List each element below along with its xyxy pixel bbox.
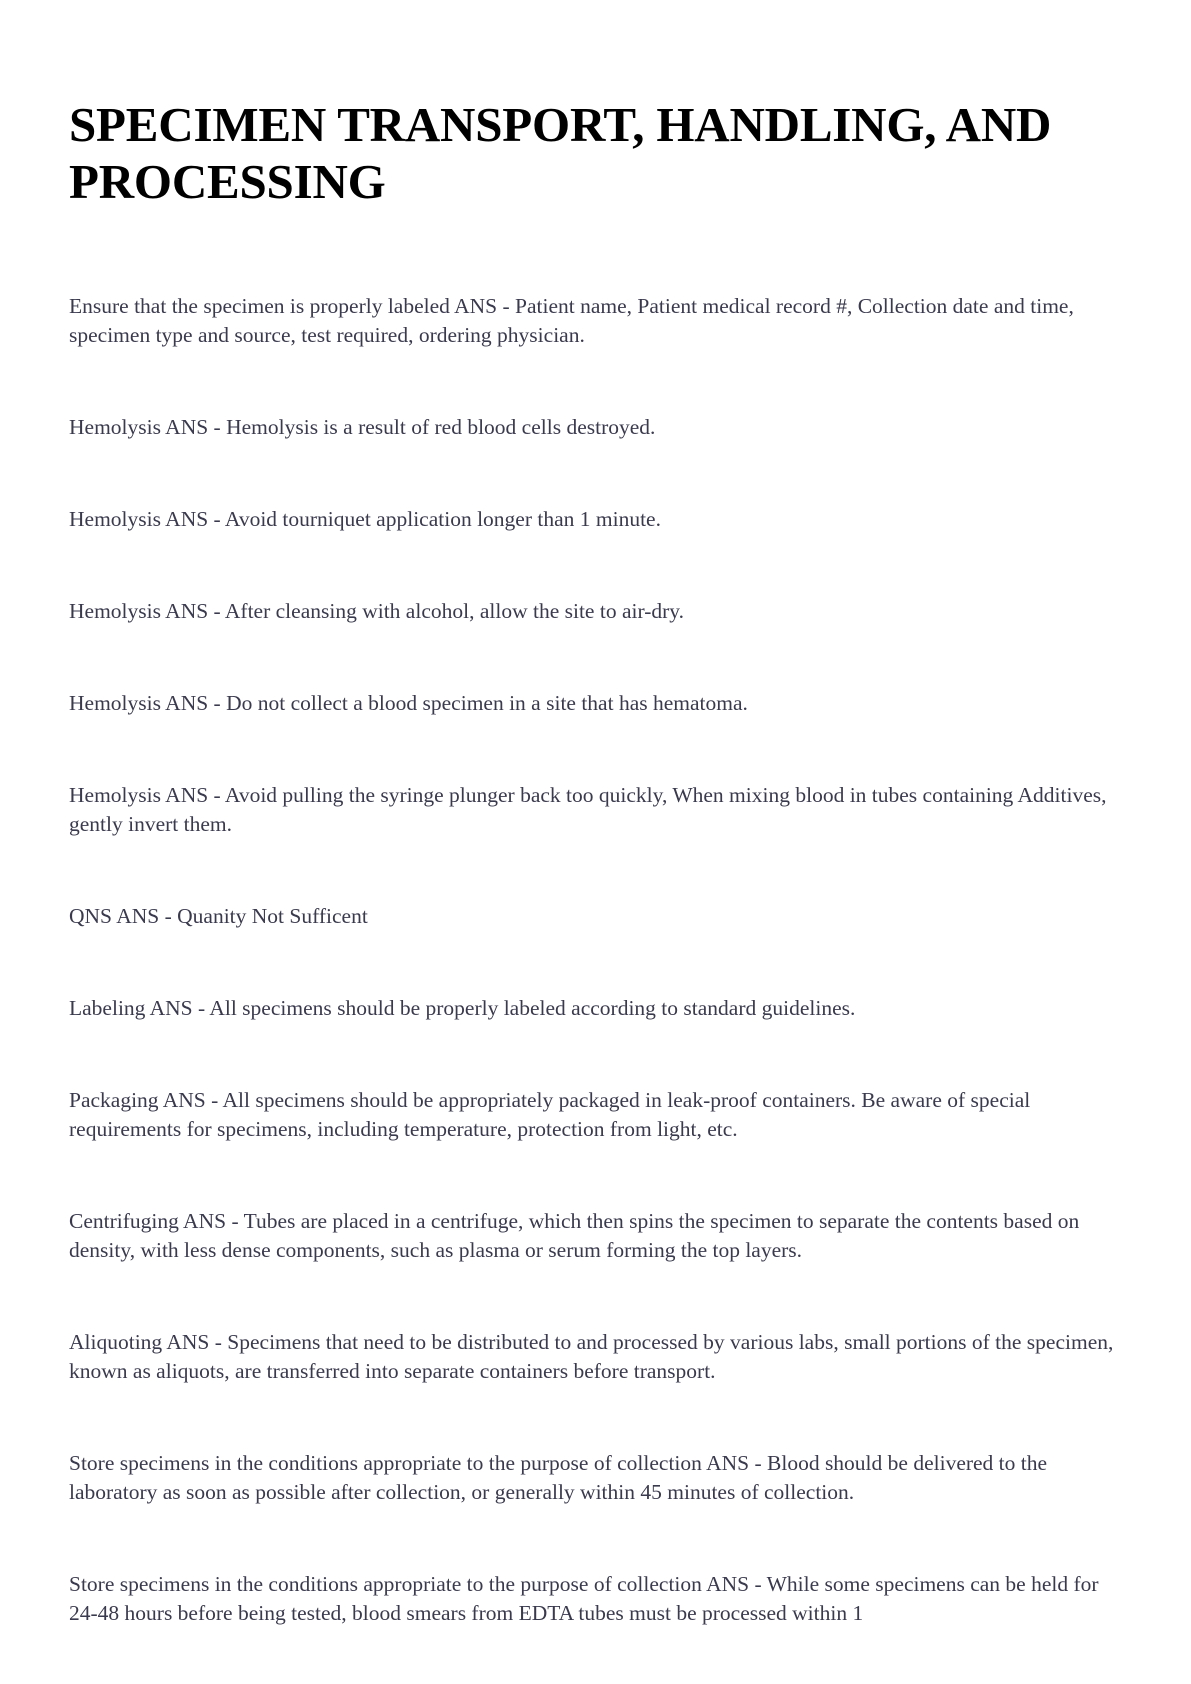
qa-item: Labeling ANS - All specimens should be properly labeled according to standard guidelines.	[69, 996, 856, 1020]
document-page	[69, 96, 1129, 1628]
qa-item: Store specimens in the conditions appropriate to the purpose of collection ANS - While some specimens can be held for 24-48 hours before being tested, blood smears from EDTA tubes must be processed within 1	[69, 1572, 1099, 1625]
qa-item: Hemolysis ANS - After cleansing with alcohol, allow the site to air-dry.	[69, 599, 684, 623]
document-title: SPECIMEN TRANSPORT, HANDLING, AND PROCESSING	[69, 97, 1052, 209]
qa-item: Hemolysis ANS - Avoid tourniquet application longer than 1 minute.	[69, 507, 661, 531]
qa-item: Hemolysis ANS - Hemolysis is a result of red blood cells destroyed.	[69, 415, 656, 439]
qa-item: QNS ANS - Quanity Not Sufficent	[69, 904, 368, 928]
qa-item: Centrifuging ANS - Tubes are placed in a centrifuge, which then spins the specimen to separate the contents based on density, with less dense components, such as plasma or serum forming the top layers.	[69, 1209, 1080, 1262]
qa-item: Ensure that the specimen is properly labeled ANS - Patient name, Patient medical record #, Collection date and time, specimen type and source, test required, ordering physician.	[69, 294, 1074, 347]
qa-item: Aliquoting ANS - Specimens that need to be distributed to and processed by various labs, small portions of the specimen, known as aliquots, are transferred into separate containers before transport.	[69, 1330, 1114, 1383]
qa-item: Packaging ANS - All specimens should be appropriately packaged in leak-proof containers. Be aware of special requirements for specimens, including temperature, protection from light, etc.	[69, 1088, 1031, 1141]
qa-item: Hemolysis ANS - Do not collect a blood specimen in a site that has hematoma.	[69, 691, 748, 715]
qa-item: Hemolysis ANS - Avoid pulling the syringe plunger back too quickly, When mixing blood in tubes containing Additives, gently invert them.	[69, 783, 1107, 836]
qa-item: Store specimens in the conditions appropriate to the purpose of collection ANS - Blood should be delivered to the laboratory as soon as possible after collection, or generally within 45 minutes of collection.	[69, 1451, 1048, 1504]
qa-list	[69, 292, 1129, 1628]
